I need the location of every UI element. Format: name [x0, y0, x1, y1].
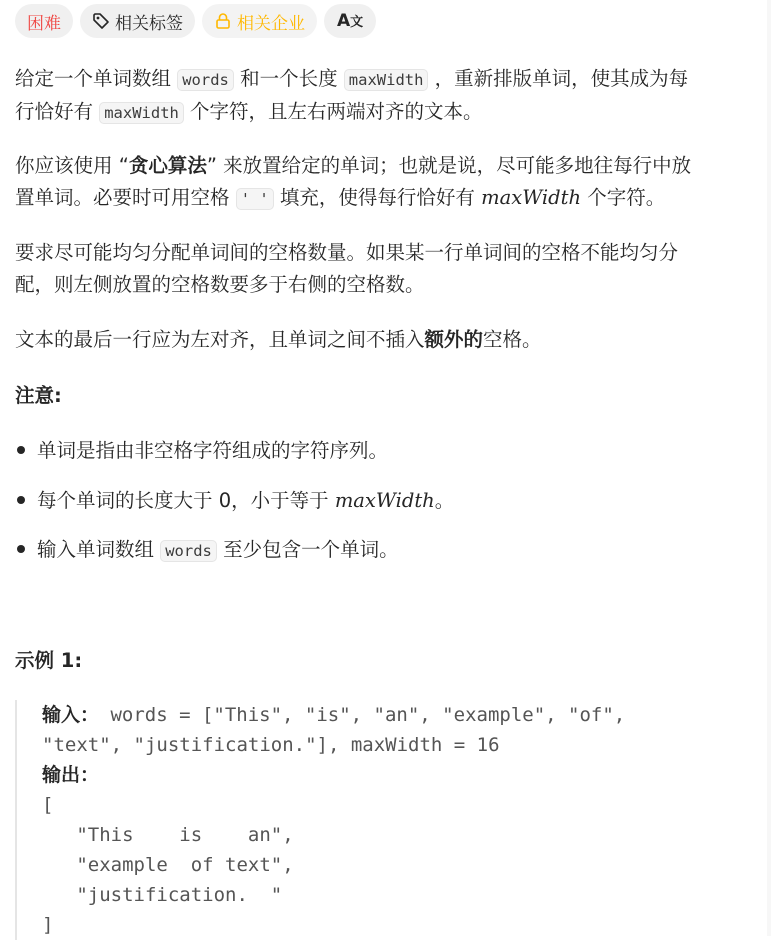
- example-input-line-2: [42, 730, 500, 760]
- lock-icon: [214, 12, 232, 30]
- description-paragraph-1: [15, 63, 755, 129]
- list-item: [15, 435, 388, 467]
- text: 要求尽可能均匀分配单词间的空格数量。如果某一行单词间的空格不能均匀分: [15, 241, 679, 264]
- note-title-text: 注意:: [15, 384, 62, 407]
- text: 置单词。必要时可用空格: [15, 186, 236, 209]
- inline-code: maxWidth: [99, 102, 184, 124]
- list-item-text: 输入单词数组: [37, 538, 161, 561]
- inline-code: words: [160, 540, 217, 562]
- translate-icon: A文: [337, 11, 364, 31]
- example-title-text: 示例 1:: [15, 649, 83, 672]
- scrollbar[interactable]: [767, 0, 771, 936]
- input-value: "text", "justification."], maxWidth = 16: [42, 734, 500, 756]
- bullet-dot: [17, 446, 25, 454]
- italic-text: maxWidth: [481, 186, 582, 209]
- note-title: [15, 380, 755, 412]
- inline-code: ' ': [236, 188, 274, 210]
- bullet-dot: [17, 545, 25, 553]
- inline-code: maxWidth: [344, 69, 429, 91]
- text: 文本的最后一行应为左对齐，且单词之间不插入: [15, 328, 425, 351]
- difficulty-badge: [15, 4, 73, 38]
- translate-button[interactable]: [324, 4, 376, 38]
- text: 个字符。: [581, 186, 666, 209]
- topics-tag-label: 相关标签: [115, 13, 183, 34]
- input-label: 输入：: [42, 704, 100, 726]
- example-block: [15, 700, 755, 940]
- output-line: [: [42, 794, 54, 816]
- list-item: [15, 534, 399, 567]
- companies-tag-button[interactable]: [202, 4, 317, 38]
- example-title: [15, 645, 755, 677]
- output-line: "justification. ": [42, 884, 283, 906]
- text: ” 来放置给定的单词；也就是说，尽可能多地往每行中放: [206, 154, 692, 177]
- input-value: words = ["This", "is", "an", "example", "of",: [99, 704, 626, 726]
- text: 和一个长度: [233, 67, 344, 90]
- inline-code: words: [177, 69, 234, 91]
- example-input-line-1: [42, 700, 625, 730]
- text: 给定一个单词数组: [15, 67, 178, 90]
- list-item-text: 每个单词的长度大于 0，小于等于: [37, 489, 335, 512]
- list-item: [15, 485, 454, 517]
- text: 你应该使用 “: [15, 154, 129, 177]
- text: 配，则左侧放置的空格数要多于右侧的空格数。: [15, 273, 425, 296]
- italic-text: maxWidth: [334, 489, 435, 512]
- list-item-text: 。: [434, 489, 455, 512]
- text: 空格。: [483, 328, 542, 351]
- example-output-label: [42, 760, 99, 790]
- bullet-dot: [17, 496, 25, 504]
- tag-bar: [15, 4, 376, 38]
- text: 行恰好有: [15, 100, 100, 123]
- list-item-text: 至少包含一个单词。: [216, 538, 399, 561]
- list-item-text: 单词是指由非空格字符组成的字符序列。: [37, 439, 389, 462]
- tag-icon: [92, 12, 110, 30]
- description-paragraph-2: [15, 150, 755, 215]
- difficulty-label: 困难: [27, 13, 61, 34]
- output-line: ]: [42, 914, 54, 936]
- output-label: 输出：: [42, 764, 100, 786]
- companies-tag-label: 相关企业: [237, 13, 305, 34]
- description-paragraph-3: [15, 237, 755, 301]
- bold-text: 额外的: [424, 328, 484, 351]
- text: ，重新排版单词，使其成为每: [428, 67, 689, 90]
- topics-tag-button[interactable]: [80, 4, 195, 38]
- description-paragraph-4: [15, 324, 755, 356]
- text: 个字符，且左右两端对齐的文本。: [183, 100, 483, 123]
- bold-text: 贪心算法: [128, 154, 207, 177]
- output-line: "example of text",: [42, 854, 294, 876]
- output-line: "This is an",: [42, 824, 294, 846]
- text: 填充，使得每行恰好有: [273, 186, 482, 209]
